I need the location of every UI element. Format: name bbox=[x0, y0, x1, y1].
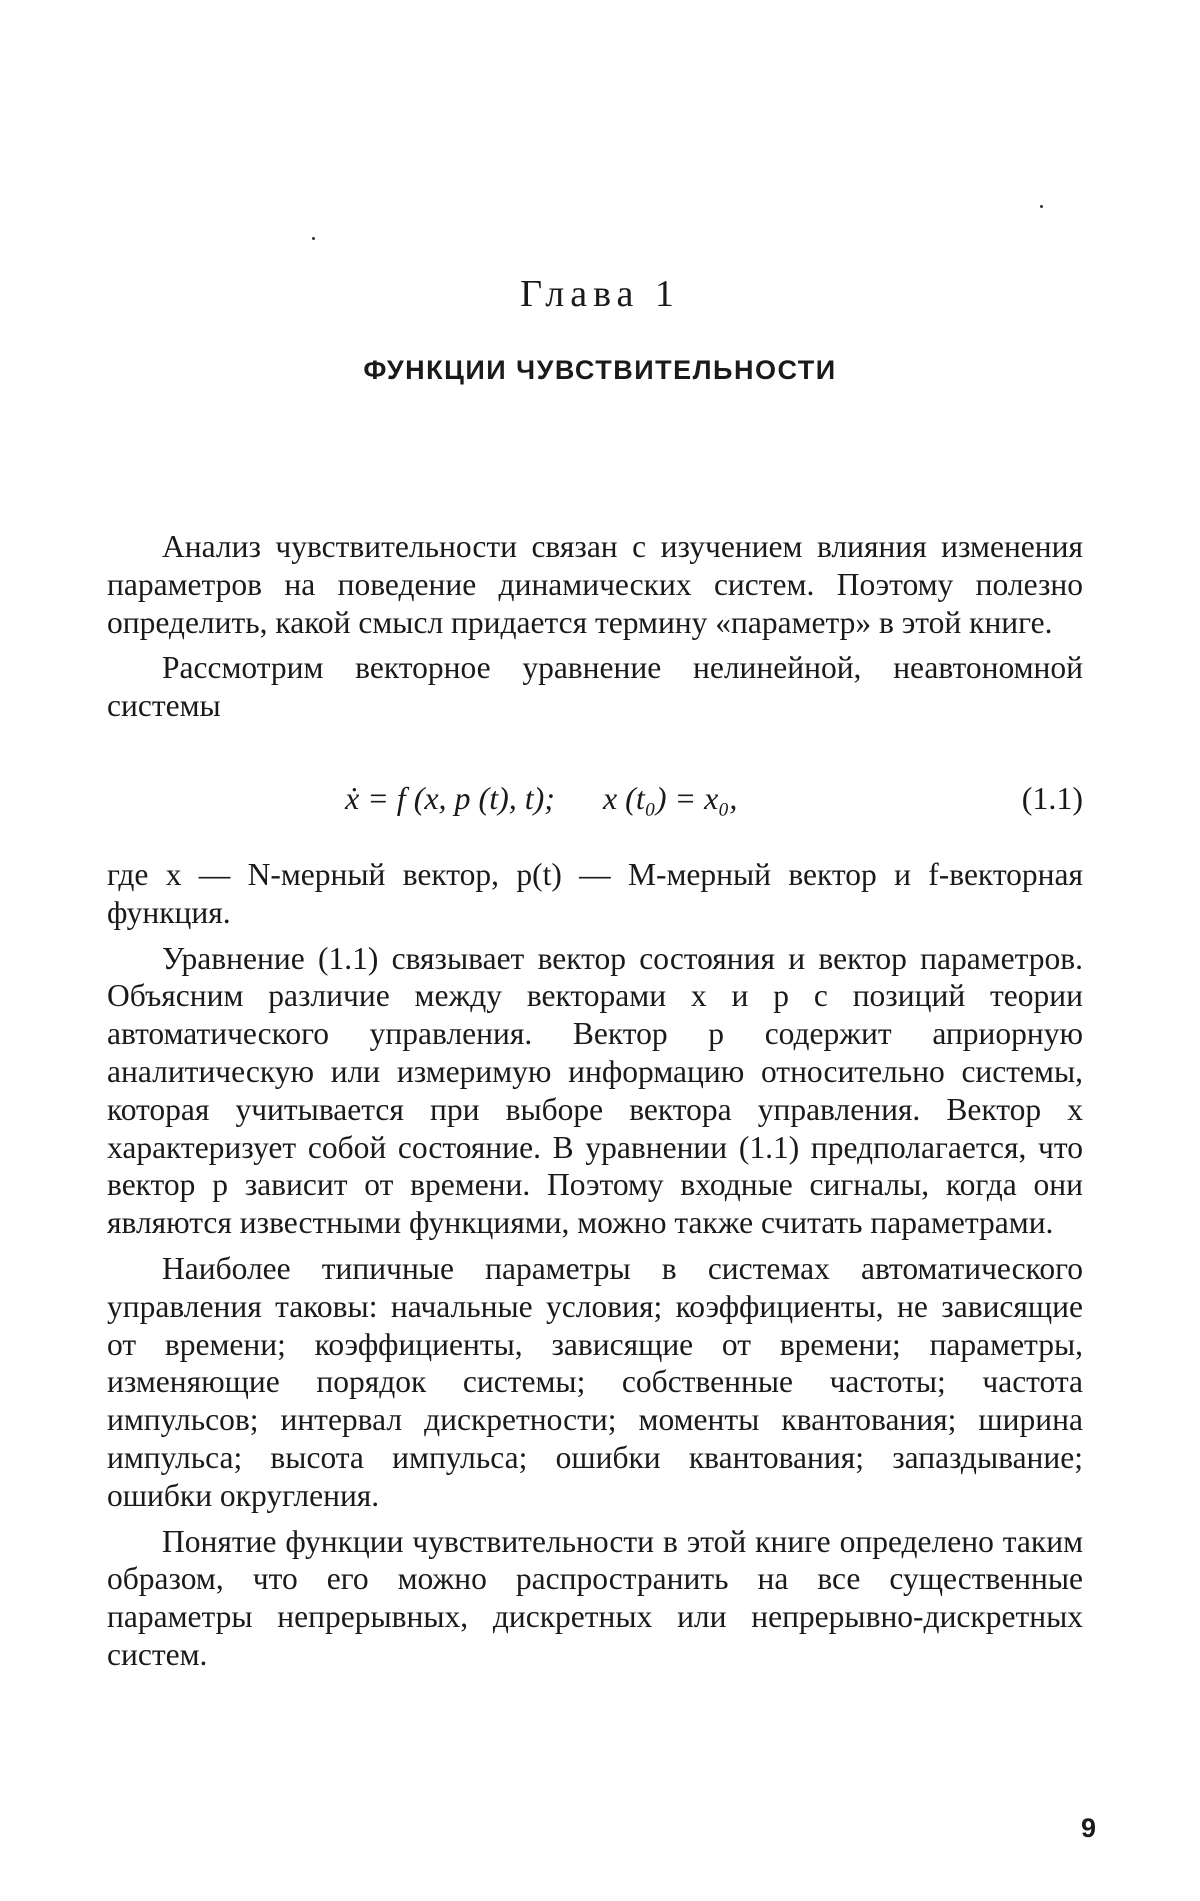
paragraph: где x — N-мерный вектор, p(t) — M-мерный вектор и f-векторная функция. bbox=[107, 857, 1083, 930]
chapter-title: ФУНКЦИИ ЧУВСТВИТЕЛЬНОСТИ bbox=[363, 355, 837, 385]
print-speck bbox=[1040, 205, 1043, 208]
paragraph: Рассмотрим векторное уравнение нелинейной, неавтономной системы bbox=[107, 650, 1083, 724]
paragraph: Анализ чувствительности связан с изучением влияния изменения параметров на поведение динамических систем. Поэтому полезно определить, какой смысл придается термину «параметр» в этой книге. bbox=[107, 529, 1083, 640]
paragraph: Наиболее типичные параметры в системах автоматического управления таковы: начальные условия; коэффициенты, не зависящие от времени; коэффициенты, зависящие от времени; параметры, изменяющие порядок системы; собственные частоты; частота импульсов; интервал дискретности; моменты квантования; ширина импульса; высота импульса; ошибки квантования; запаздывание; ошибки округления. bbox=[107, 1250, 1083, 1513]
equation-formula: ẋ = f (x, p (t), t); x (t₀) = x₀, bbox=[345, 780, 738, 816]
paragraph: Уравнение (1.1) связывает вектор состояния и вектор параметров. Объясним различие между векторами x и p с позиций теории автоматического управления. Вектор p содержит априорную аналитическую или измеримую информацию относительно системы, которая учитывается при выборе вектора управления. Вектор x характеризует собой состояние. В уравнении (1.1) предполагается, что вектор p зависит от времени. Поэтому входные сигналы, когда они являются известными функциями, можно также считать параметрами. bbox=[107, 940, 1083, 1241]
body-text-lower bbox=[107, 856, 1083, 1674]
equation-number: (1.1) bbox=[1021, 780, 1083, 816]
body-text-upper bbox=[107, 528, 1083, 725]
page-number: 9 bbox=[1080, 1813, 1096, 1843]
paragraph: Понятие функции чувствительности в этой книге определено таким образом, что его можно распространить на все существенные параметры непрерывных, дискретных или непрерывно-дискретных систем. bbox=[107, 1523, 1083, 1672]
print-speck bbox=[312, 237, 315, 240]
chapter-heading: Глава 1 bbox=[520, 273, 680, 315]
equation-1-1 bbox=[107, 780, 1083, 824]
